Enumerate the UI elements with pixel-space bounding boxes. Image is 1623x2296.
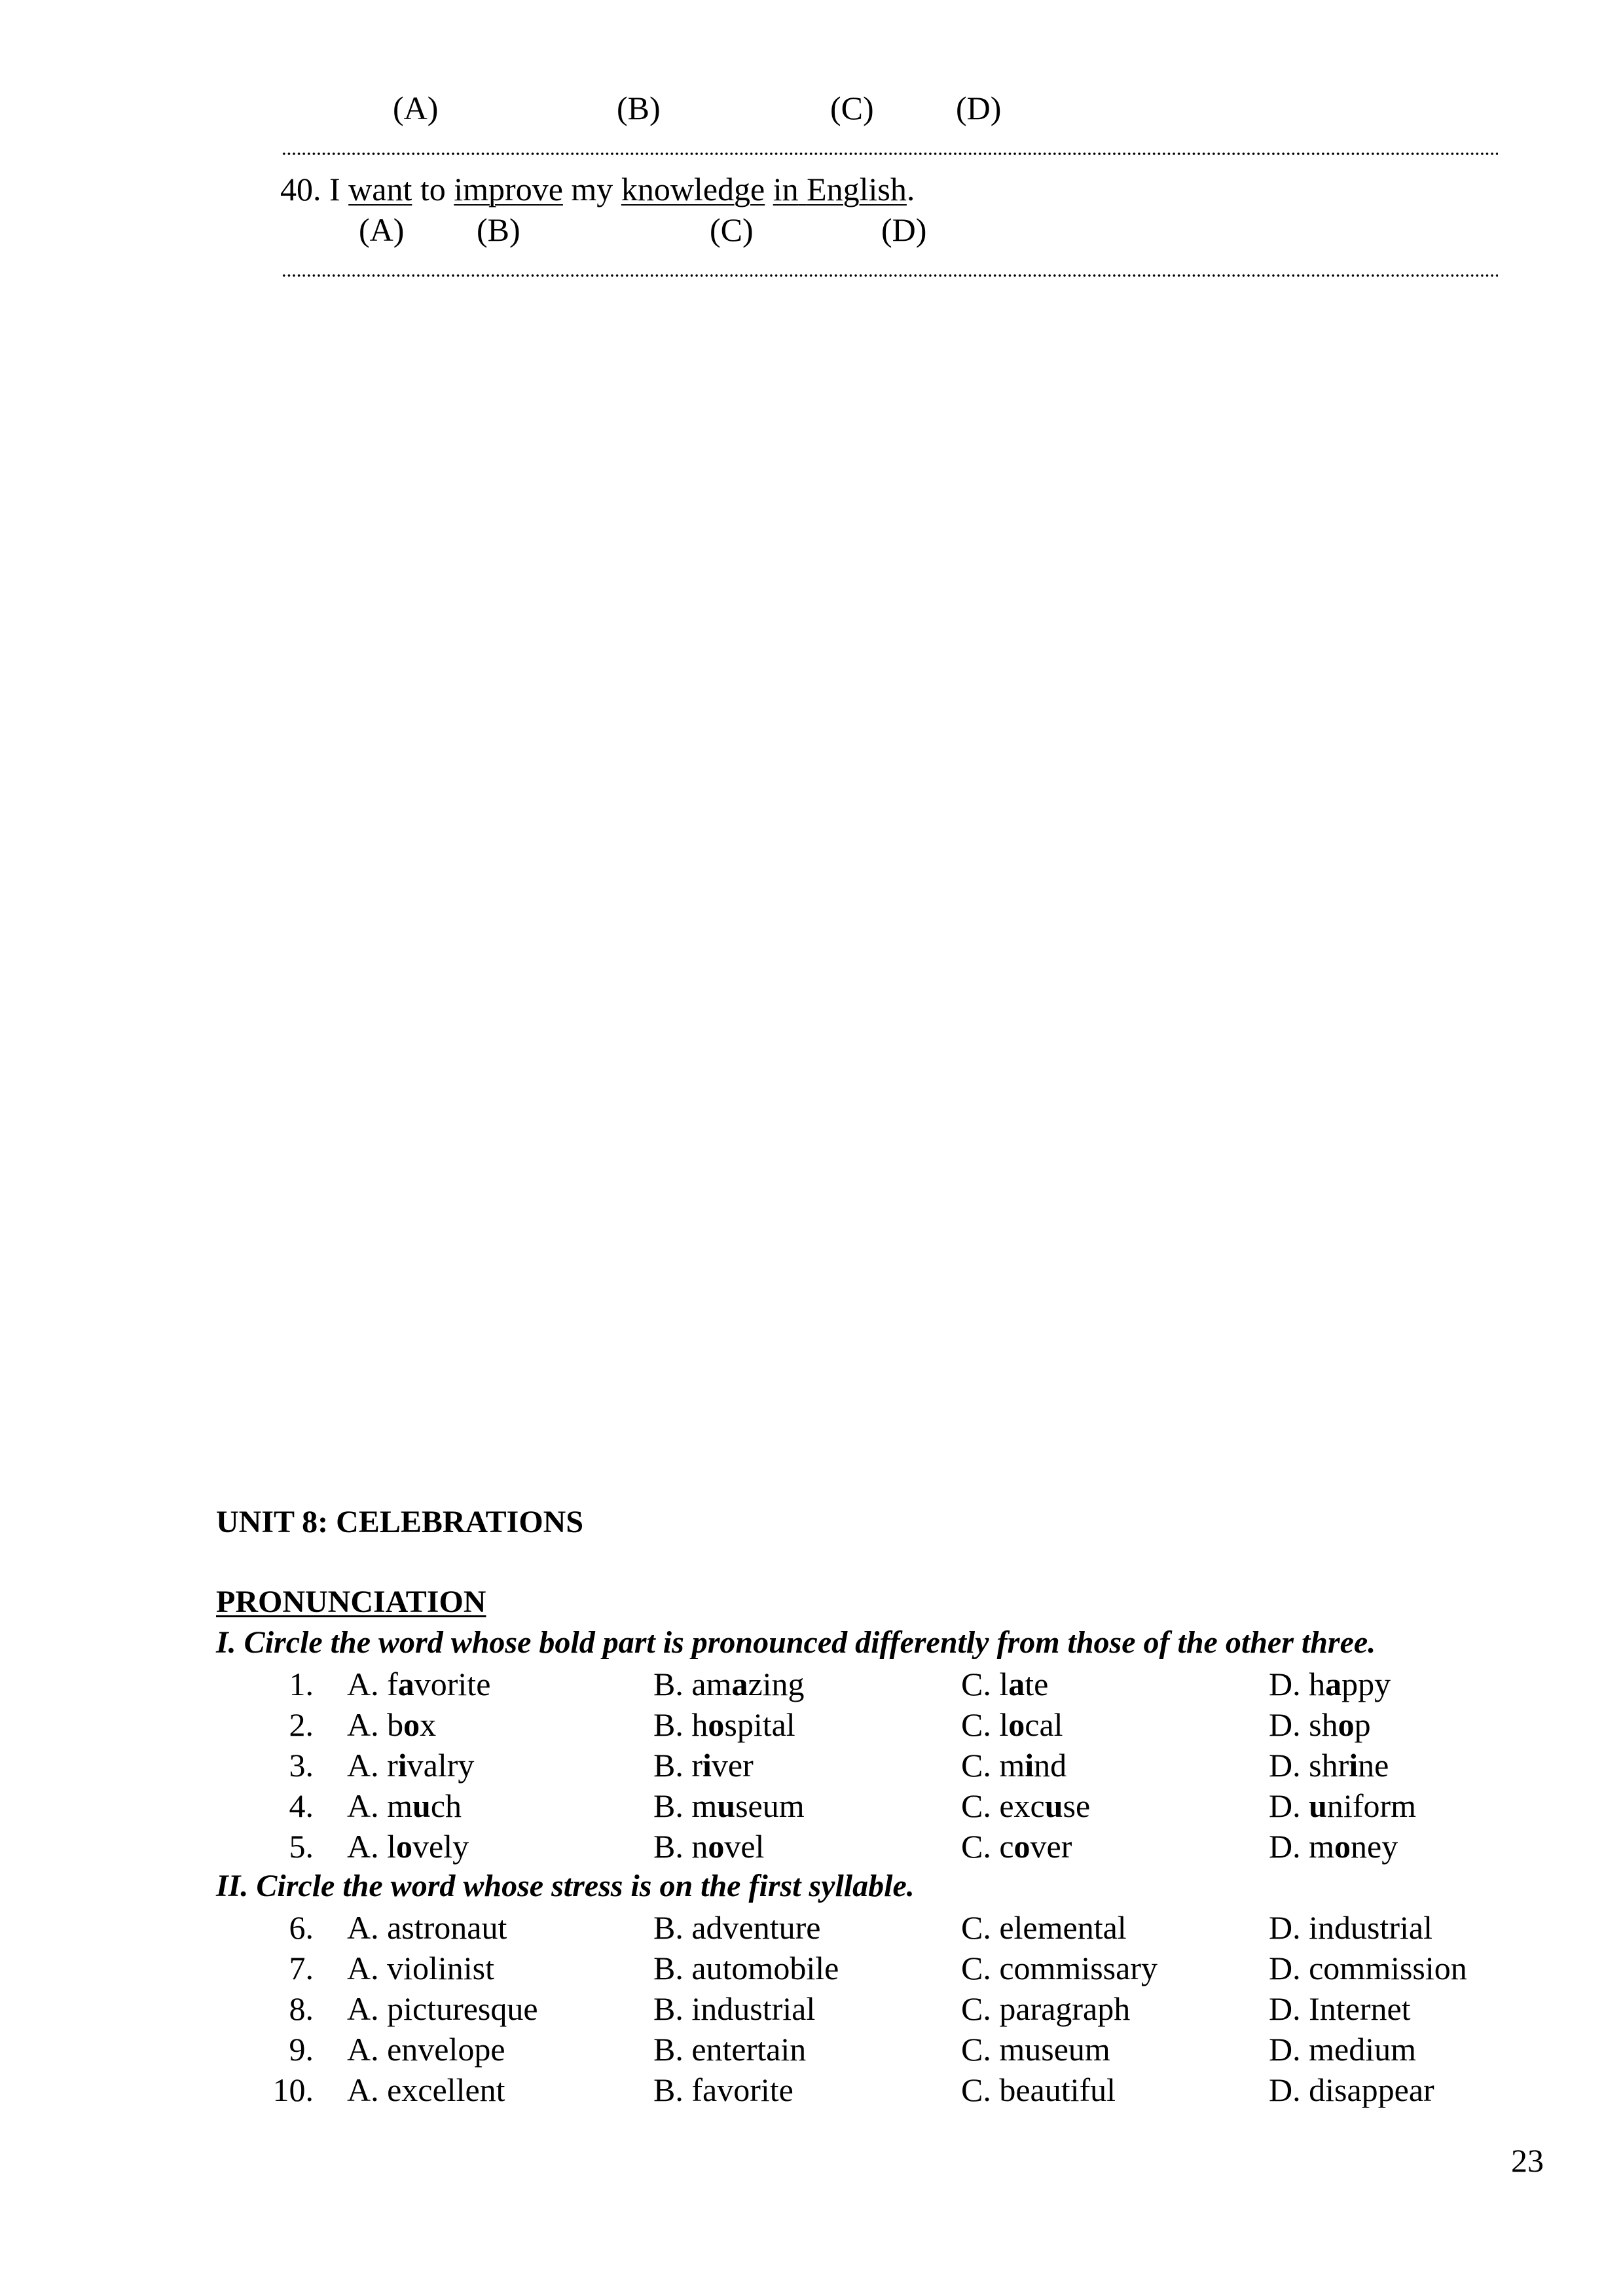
option-b: B. novel (653, 1828, 765, 1865)
q40-period: . (906, 171, 915, 207)
item-number: 6. (289, 1909, 314, 1946)
q40-underlined-c: knowledge (621, 171, 765, 207)
q40-label-d: (D) (881, 211, 927, 248)
section-title: PRONUNCIATION (216, 1585, 486, 1619)
option-c: C. museum (961, 2031, 1110, 2068)
q40-underlined-d-1: in (773, 171, 799, 207)
option-a: A. envelope (347, 2031, 505, 2068)
option-b: B. industrial (653, 1990, 816, 2027)
option-a: A. excellent (347, 2072, 505, 2108)
q39-label-b: (B) (617, 90, 661, 126)
q40-underlined-b: improve (454, 171, 563, 207)
option-b: B. automobile (653, 1950, 839, 1986)
option-d: D. money (1269, 1828, 1398, 1865)
q40-underlined-d-2: English (807, 171, 907, 207)
option-b: B. hospital (653, 1706, 795, 1743)
option-c: C. cover (961, 1828, 1072, 1865)
option-c: C. mind (961, 1747, 1067, 1784)
option-b: B. favorite (653, 2072, 793, 2108)
option-c: C. elemental (961, 1909, 1127, 1946)
item-number: 8. (289, 1990, 314, 2027)
table-row (0, 1830, 1623, 1871)
option-a: A. rivalry (347, 1747, 475, 1784)
option-c: C. late (961, 1666, 1049, 1702)
option-d: D. Internet (1269, 1990, 1411, 2027)
option-d: D. shrine (1269, 1747, 1389, 1784)
option-d: D. happy (1269, 1666, 1391, 1702)
option-a: A. picturesque (347, 1990, 538, 2027)
option-d: D. disappear (1269, 2072, 1434, 2108)
item-number: 2. (289, 1706, 314, 1743)
q40-label-b: (B) (477, 211, 520, 248)
item-number: 9. (289, 2031, 314, 2068)
option-c: C. local (961, 1706, 1063, 1743)
option-a: A. box (347, 1706, 437, 1743)
option-a: A. astronaut (347, 1909, 507, 1946)
question-40 (280, 173, 915, 206)
table-row (0, 2033, 1623, 2073)
answer-line-40 (282, 274, 1498, 278)
table-row (0, 1668, 1623, 1708)
item-number: 5. (289, 1828, 314, 1865)
table-row (0, 1789, 1623, 1830)
option-c: C. beautiful (961, 2072, 1116, 2108)
item-number: 4. (289, 1787, 314, 1824)
item-number: 1. (289, 1666, 314, 1702)
table-row (0, 1911, 1623, 1952)
option-b: B. adventure (653, 1909, 821, 1946)
q39-label-c: (C) (830, 90, 874, 126)
option-b: B. museum (653, 1787, 805, 1824)
part1-instruction: I. Circle the word whose bold part is pronounced differently from those of the other three. (216, 1625, 1376, 1660)
option-b: B. river (653, 1747, 754, 1784)
page-number: 23 (1511, 2142, 1544, 2179)
item-number: 10. (272, 2072, 314, 2108)
option-d: D. commission (1269, 1950, 1467, 1986)
q40-word: to (420, 171, 446, 207)
table-row (0, 1952, 1623, 1992)
q40-label-c: (C) (710, 211, 754, 248)
table-row (0, 1992, 1623, 2033)
option-d: D. medium (1269, 2031, 1416, 2068)
q40-word: my (571, 171, 613, 207)
option-b: B. entertain (653, 2031, 807, 2068)
q39-label-d: (D) (956, 90, 1002, 126)
q40-label-a: (A) (359, 211, 405, 248)
option-a: A. much (347, 1787, 462, 1824)
table-row (0, 1708, 1623, 1749)
option-a: A. lovely (347, 1828, 469, 1865)
option-c: C. excuse (961, 1787, 1091, 1824)
item-number: 7. (289, 1950, 314, 1986)
q40-word: I (329, 171, 340, 207)
table-row (0, 1749, 1623, 1789)
option-d: D. industrial (1269, 1909, 1432, 1946)
table-row (0, 2073, 1623, 2114)
option-a: A. violinist (347, 1950, 495, 1986)
option-d: D. shop (1269, 1706, 1371, 1743)
answer-line-39 (282, 152, 1498, 156)
q39-label-a: (A) (393, 90, 439, 126)
question-number: 40. (280, 171, 321, 207)
q40-underlined-a: want (348, 171, 412, 207)
item-number: 3. (289, 1747, 314, 1784)
option-c: C. paragraph (961, 1990, 1131, 2027)
option-b: B. amazing (653, 1666, 805, 1702)
option-c: C. commissary (961, 1950, 1158, 1986)
unit-title: UNIT 8: CELEBRATIONS (216, 1505, 584, 1539)
option-a: A. favorite (347, 1666, 491, 1702)
part2-instruction: II. Circle the word whose stress is on the first syllable. (216, 1869, 915, 1903)
option-d: D. uniform (1269, 1787, 1417, 1824)
